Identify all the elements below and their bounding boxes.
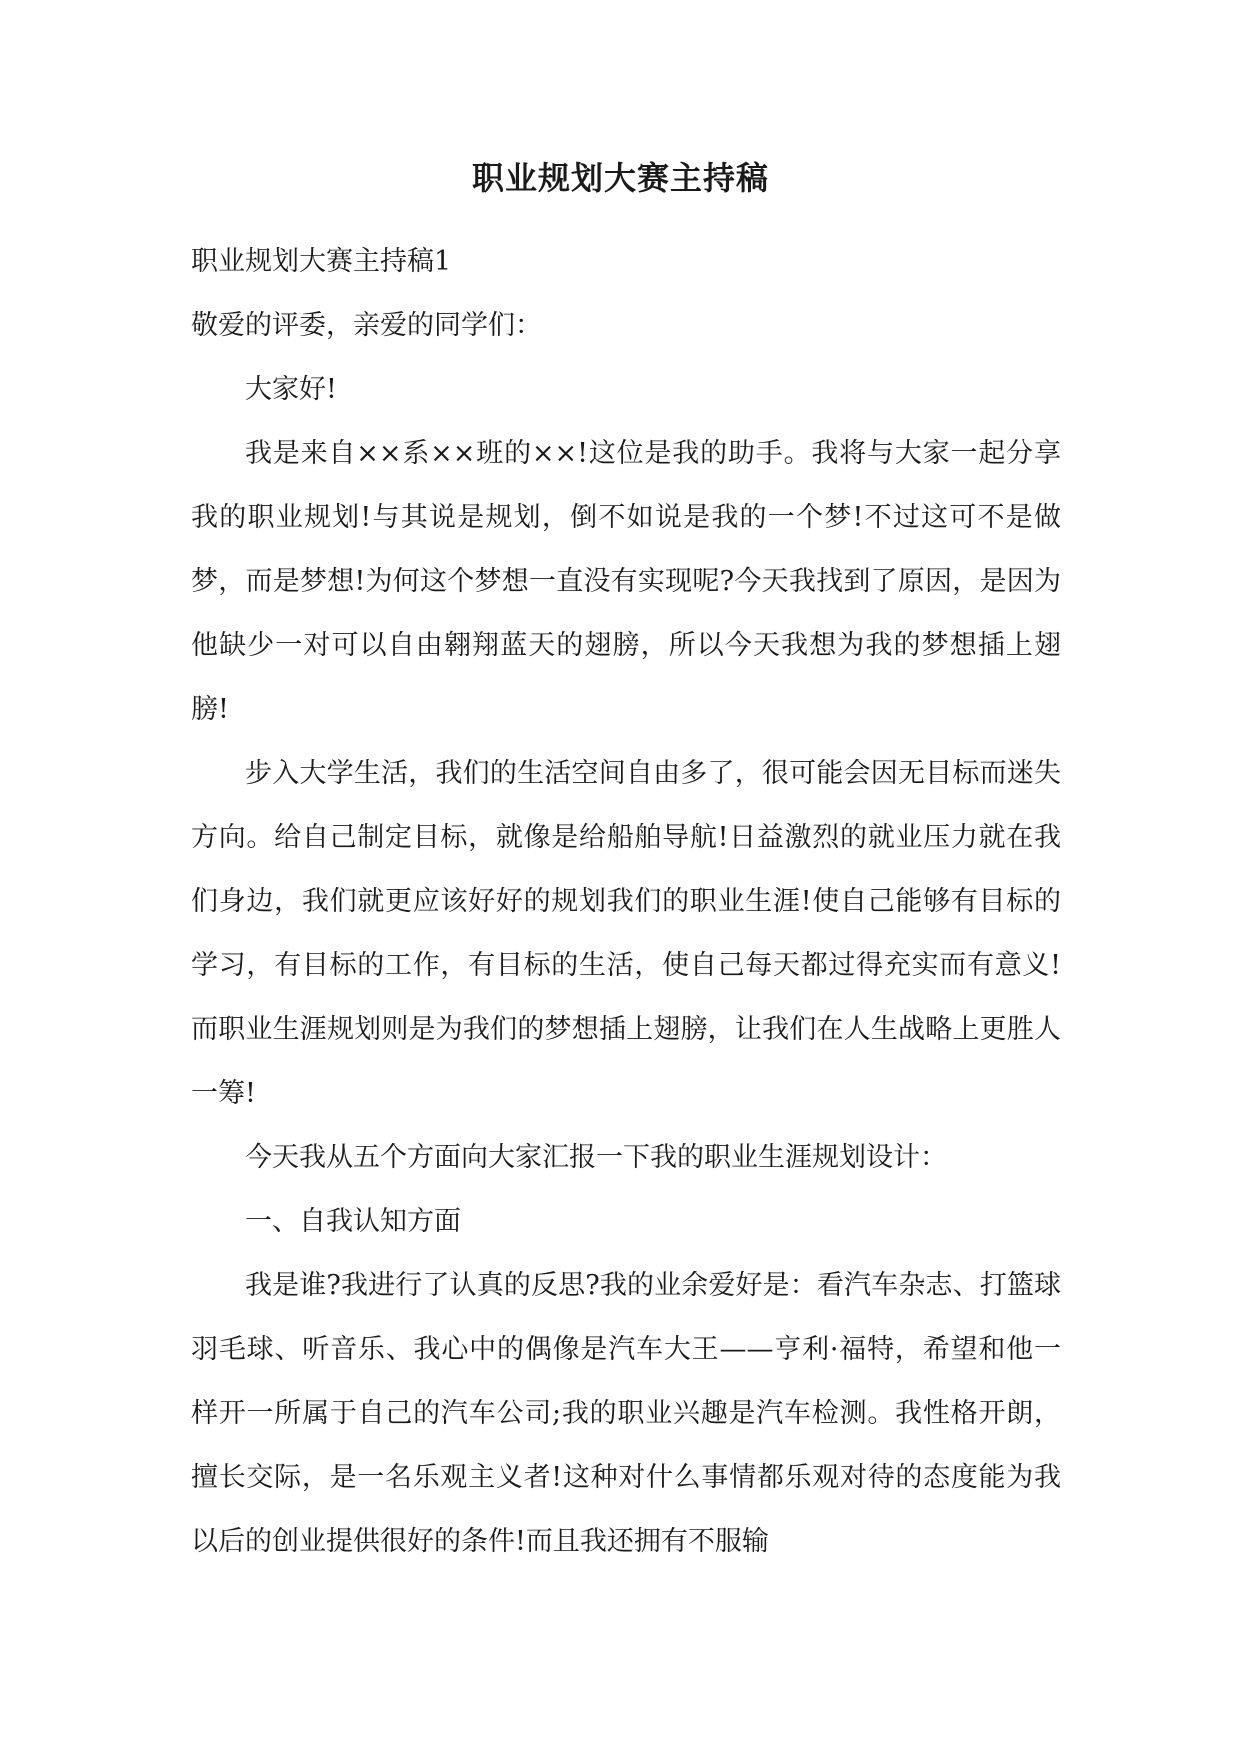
overview-paragraph: 今天我从五个方面向大家汇报一下我的职业生涯规划设计： bbox=[245, 1142, 947, 1173]
document-body bbox=[191, 230, 1061, 1574]
college-life-paragraph: 步入大学生活，我们的生活空间自由多了，很可能会因无目标而迷失方向。给自己制定目标，就像是给船舶导航!日益激烈的就业压力就在我们身边，我们就更应该好好的规划我们的职业生涯!使自己能够有目标的学习，有目标的工作，有目标的生活，使自己每天都过得充实而有意义!而职业生涯规划则是为我们的梦想插上翅膀，让我们在人生战略上更胜人一筹! bbox=[191, 758, 1061, 1109]
salutation-paragraph: 敬爱的评委，亲爱的同学们： bbox=[191, 310, 542, 341]
subtitle-paragraph: 职业规划大赛主持稿1 bbox=[191, 246, 452, 277]
self-awareness-paragraph: 我是谁?我进行了认真的反思?我的业余爱好是：看汽车杂志、打篮球羽毛球、听音乐、我心中的偶像是汽车大王——亨利·福特，希望和他一样开一所属于自己的汽车公司;我的职业兴趣是汽车检测。我性格开朗，擅长交际，是一名乐观主义者!这种对什么事情都乐观对待的态度能为我以后的创业提供很好的条件!而且我还拥有不服输 bbox=[191, 1270, 1061, 1557]
section-heading-self-awareness: 一、自我认知方面 bbox=[245, 1206, 461, 1237]
greeting-paragraph: 大家好! bbox=[245, 374, 337, 405]
intro-paragraph: 我是来自××系××班的××!这位是我的助手。我将与大家一起分享我的职业规划!与其说是规划，倒不如说是我的一个梦!不过这可不是做梦，而是梦想!为何这个梦想一直没有实现呢?今天我找到了原因，是因为他缺少一对可以自由翱翔蓝天的翅膀，所以今天我想为我的梦想插上翅膀! bbox=[191, 438, 1061, 725]
document-title: 职业规划大赛主持稿 bbox=[471, 159, 769, 197]
